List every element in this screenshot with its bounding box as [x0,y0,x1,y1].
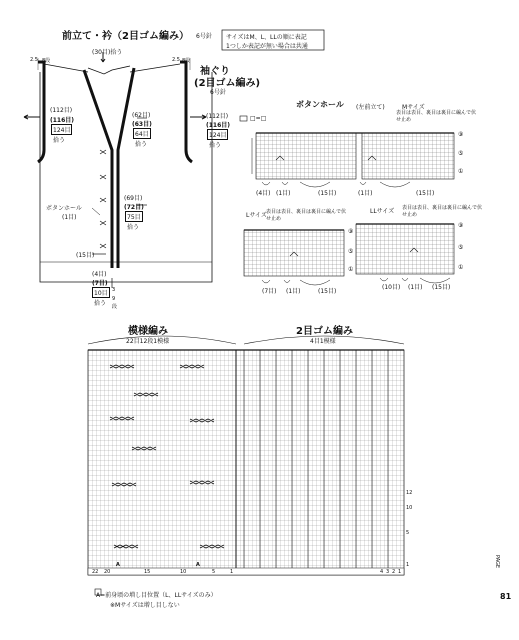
front-band-title: 前立て・衿（2目ゴム編み） [62,31,189,42]
l-bottom-3: (15目) [318,288,337,295]
rows-right-b: 8段 [182,58,191,64]
legend-label: □=□ [250,115,267,122]
armhole-pick: 拾う [209,142,222,149]
page-side-label: PAGE [494,555,500,569]
left-pick: 拾う [53,137,66,144]
l-row-1: ① [348,266,354,273]
m-row-5: ⑤ [458,150,464,157]
buttonhole-label: ボタンホール [46,205,82,212]
l-size-label: Lサイズ [246,212,267,219]
stitch-number-22: 22 [92,569,99,575]
bottom-count-l: (7目) [92,280,108,287]
stitch-number-1: 1 [230,569,234,575]
bottom-rows-a: 3 [112,287,116,293]
a-mark-left: A [116,562,120,568]
row-number-12: 12 [406,490,413,496]
right-pick: 拾う [135,141,148,148]
right-count-m: (62目) [132,112,151,119]
m-row-9: ⑨ [458,131,464,138]
ll-row-9: ⑨ [458,222,464,229]
m-bottom-3: (15目) [318,190,337,197]
rib-col-1: 1 [398,569,402,575]
ll-size-label: LLサイズ [370,208,395,215]
armhole-count-m: (112目) [206,113,229,120]
m-bottom-2: (1目) [276,190,291,197]
pattern-title: 模様編み [128,326,168,337]
buttonhole-chart-m [252,133,454,187]
page-number: 81 [500,592,512,601]
ll-bottom-3: (15目) [432,284,451,291]
rib-col-2: 2 [392,569,396,575]
bottom-pick: 拾う [94,300,107,307]
stitch-number-10: 10 [180,569,187,575]
ll-bottom-1: (10目) [382,284,401,291]
ll-bottom-2: (1目) [408,284,423,291]
m-bottom-5: (15目) [416,190,435,197]
bottom-rows-c: 段 [112,304,118,310]
top-pickup-label: (30目)拾う [92,49,123,56]
row-number-10: 10 [406,505,413,511]
left-count-l: (116目) [50,117,75,124]
row-number-5: 5 [406,530,410,536]
rib-title: 2目ゴム編み [296,326,353,337]
left-count-ll: 124目 [51,124,72,135]
size-note-line-1: サイズはM、L、LLの順に表記 [226,34,307,41]
knitting-chart [88,336,404,575]
stitch-number-15: 15 [144,569,151,575]
armhole-subtitle: (2目ゴム編み) [194,78,261,89]
lower-pick: 拾う [127,224,140,231]
bottom-left-count: (15目) [76,252,95,259]
right-count-ll: 64目 [133,128,151,139]
row-number-1: 1 [406,562,410,568]
armhole-needle: 6号針 [210,89,226,96]
left-count-m: (112目) [50,107,73,114]
buttonhole-count: (1目) [62,214,77,221]
rows-right-a: 2.5 [172,57,180,63]
stitch-number-20: 20 [104,569,111,575]
bottom-count-m: (4目) [92,271,107,278]
m-bottom-1: (4目) [256,190,271,197]
right-count-l: (63目) [132,121,152,128]
stitch-number-5: 5 [212,569,216,575]
rib-col-4: 4 [380,569,384,575]
l-bottom-1: (7目) [262,288,277,295]
l-bottom-2: (1目) [286,288,301,295]
m-bind-off-note: 表目は表目、裏目は裏目に編んで伏せ止め [396,110,477,123]
buttonhole-chart-subtitle: (左前立て) [356,104,385,111]
lower-count-m: (69目) [124,195,143,202]
legend-square [240,116,247,121]
a-mark-right: A [196,562,200,568]
front-band-needle: 6号針 [196,33,212,40]
rows-left-b: 8段 [42,58,51,64]
ll-row-5: ⑤ [458,244,464,251]
footnote-line-1: A=前身頃の増し目位置（L、LLサイズのみ） [96,592,217,599]
l-row-5: ⑤ [348,248,354,255]
buttonhole-chart-ll [356,224,454,283]
vest-schematic [24,52,212,288]
rib-repeat: 4目1模様 [310,338,336,345]
lower-count-l: (72目) [124,204,144,211]
armhole-count-ll: 124目 [207,129,228,140]
buttonhole-chart-title: ボタンホール [296,100,344,109]
bottom-count-ll: 10目 [92,287,110,298]
ll-bind-off-note: 表目は表目、裏目は裏目に編んで伏せ止め [402,205,483,218]
bottom-rows-b: 9 [112,296,116,302]
m-row-1: ① [458,168,464,175]
m-size-label: Mサイズ [402,104,425,111]
rows-left-a: 2.5 [30,57,38,63]
l-row-9: ⑨ [348,228,354,235]
l-bind-off-note: 表目は表目、裏目は裏目に編んで伏せ止め [266,209,347,222]
rib-col-3: 3 [386,569,390,575]
m-bottom-4: (1目) [358,190,373,197]
armhole-title: 袖ぐり [200,66,230,77]
size-note-line-2: 1つしか表記が無い場合は共通 [226,43,308,50]
pattern-repeat: 22目12段1模様 [126,338,170,345]
buttonhole-chart-l [244,230,344,285]
armhole-count-l: (116目) [206,122,231,129]
ll-row-1: ① [458,264,464,271]
lower-count-ll: 75目 [125,211,143,222]
footnote-line-2: ※Mサイズは増し目しない [110,602,180,609]
